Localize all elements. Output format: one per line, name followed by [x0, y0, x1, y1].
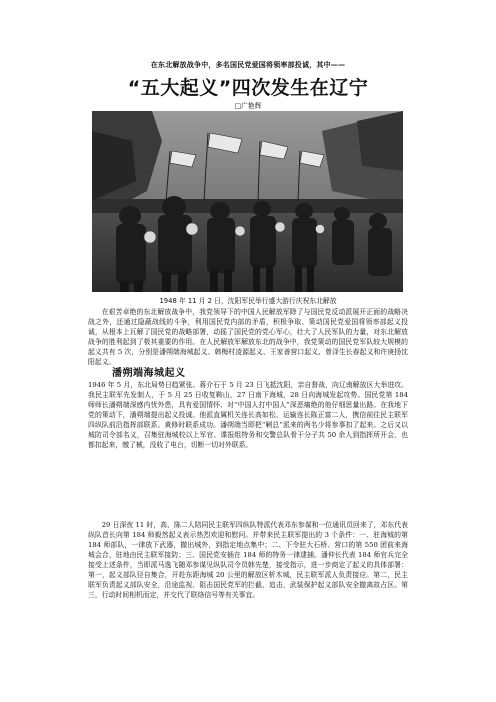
section-heading: 潘朔端海城起义	[112, 368, 186, 379]
body-paragraph-2: 29 日深夜 11 时，高、陈二人陪同民主联军四纵队特派代表邓东参谋和一位通讯员回来了，邓东代表纵队首长向第 184 师毅然起义表示热烈欢迎和慰问。并带来民主联军提出的 3 个条件：一、驻海城的第 184 师部队，一律放下武器，撤出城外，到指定地点集中；二、下令驻大石桥、营口的第 550 团前来海城会合，驻地由民主联军接防；三、国民党安插在 184 师的特务一律逮捕。潘仲长代表 184 师官兵完全接受上述条件，当即派马逸飞随邓参谋见纵队司令员韩先楚，接受指示，进一步商定了起义的具体部署：第一，起义部队径自集合，开赴东距海城 20 公里的解放区析木城，民主联军派人负责接应。第二，民主联军负责起义部队安全，沿途监视、阻击国民党军的拦截、追击，武装保护起义部队安全撤离故占区。第三，行动时间相机而定，并交代了联络信号等有关事宜。	[88, 521, 408, 600]
photo-caption: 1948 年 11 月 2 日，沈阳军民举行盛大游行庆祝东北解放	[159, 297, 337, 305]
article-title: “五大起义”四次发生在辽宁	[127, 77, 369, 99]
parade-photo	[92, 111, 403, 292]
article-author: □广艳辉	[234, 102, 262, 110]
body-paragraph-1: 1946 年 5 月，东北局势日趋紧张。蒋介石于 5 月 23 日飞抵沈阳，亲自督战，向辽南解放区大举进攻。我民主联军先发制人，于 5 月 25 日收复鞍山，27 日南下海城，28 日向海城发起攻势。国民党第 184 师师长潘朔端深感内忧外患，具有爱国情怀、对“中国人打中国人”深恶痛绝的他仔细思量出路。在我地下党的策动下，潘朔端提出起义投诚。他派直属机关连长高如松、运输连长陈正富二人，携信前往民主联军四纵队前沿指挥部联系。黄修时联系成功。潘朔端当即把“剿总”派来的两名少将参事扣了起来。之后又以城防司令部名义，召集驻海城校以上军官、谍报组特务和交警总队骨干分子共 50 余人到指挥所开会，也都扣起来，缴了械，没收了电台，切断一切对外联系。	[88, 381, 408, 450]
article-kicker: 在东北解放战争中，多名国民党爱国将领率部投诚，其中——	[150, 61, 346, 69]
intro-paragraph: 在艰苦卓绝的东北解放战争中，我党领导下的中国人民解放军除了与国民党反动派展开正面的战略决战之外，还通过隐蔽战线的斗争，利用国民党内部的矛盾，积极争取、策动国民党爱国将领率部起义投诚，从根本上瓦解了国民党的战略部署，动摇了国民党的党心军心，壮大了人民军队的力量，对东北解放战争的胜利起到了极其重要的作用。在人民解放军解放东北的战争中，我党策动的国民党军队较大规模的起义共有 5 次，分别是潘朔端海城起义、韩梅村凌源起义、王家善营口起义、曾泽生长春起义和许庚扬沈阳起义。	[88, 308, 408, 367]
